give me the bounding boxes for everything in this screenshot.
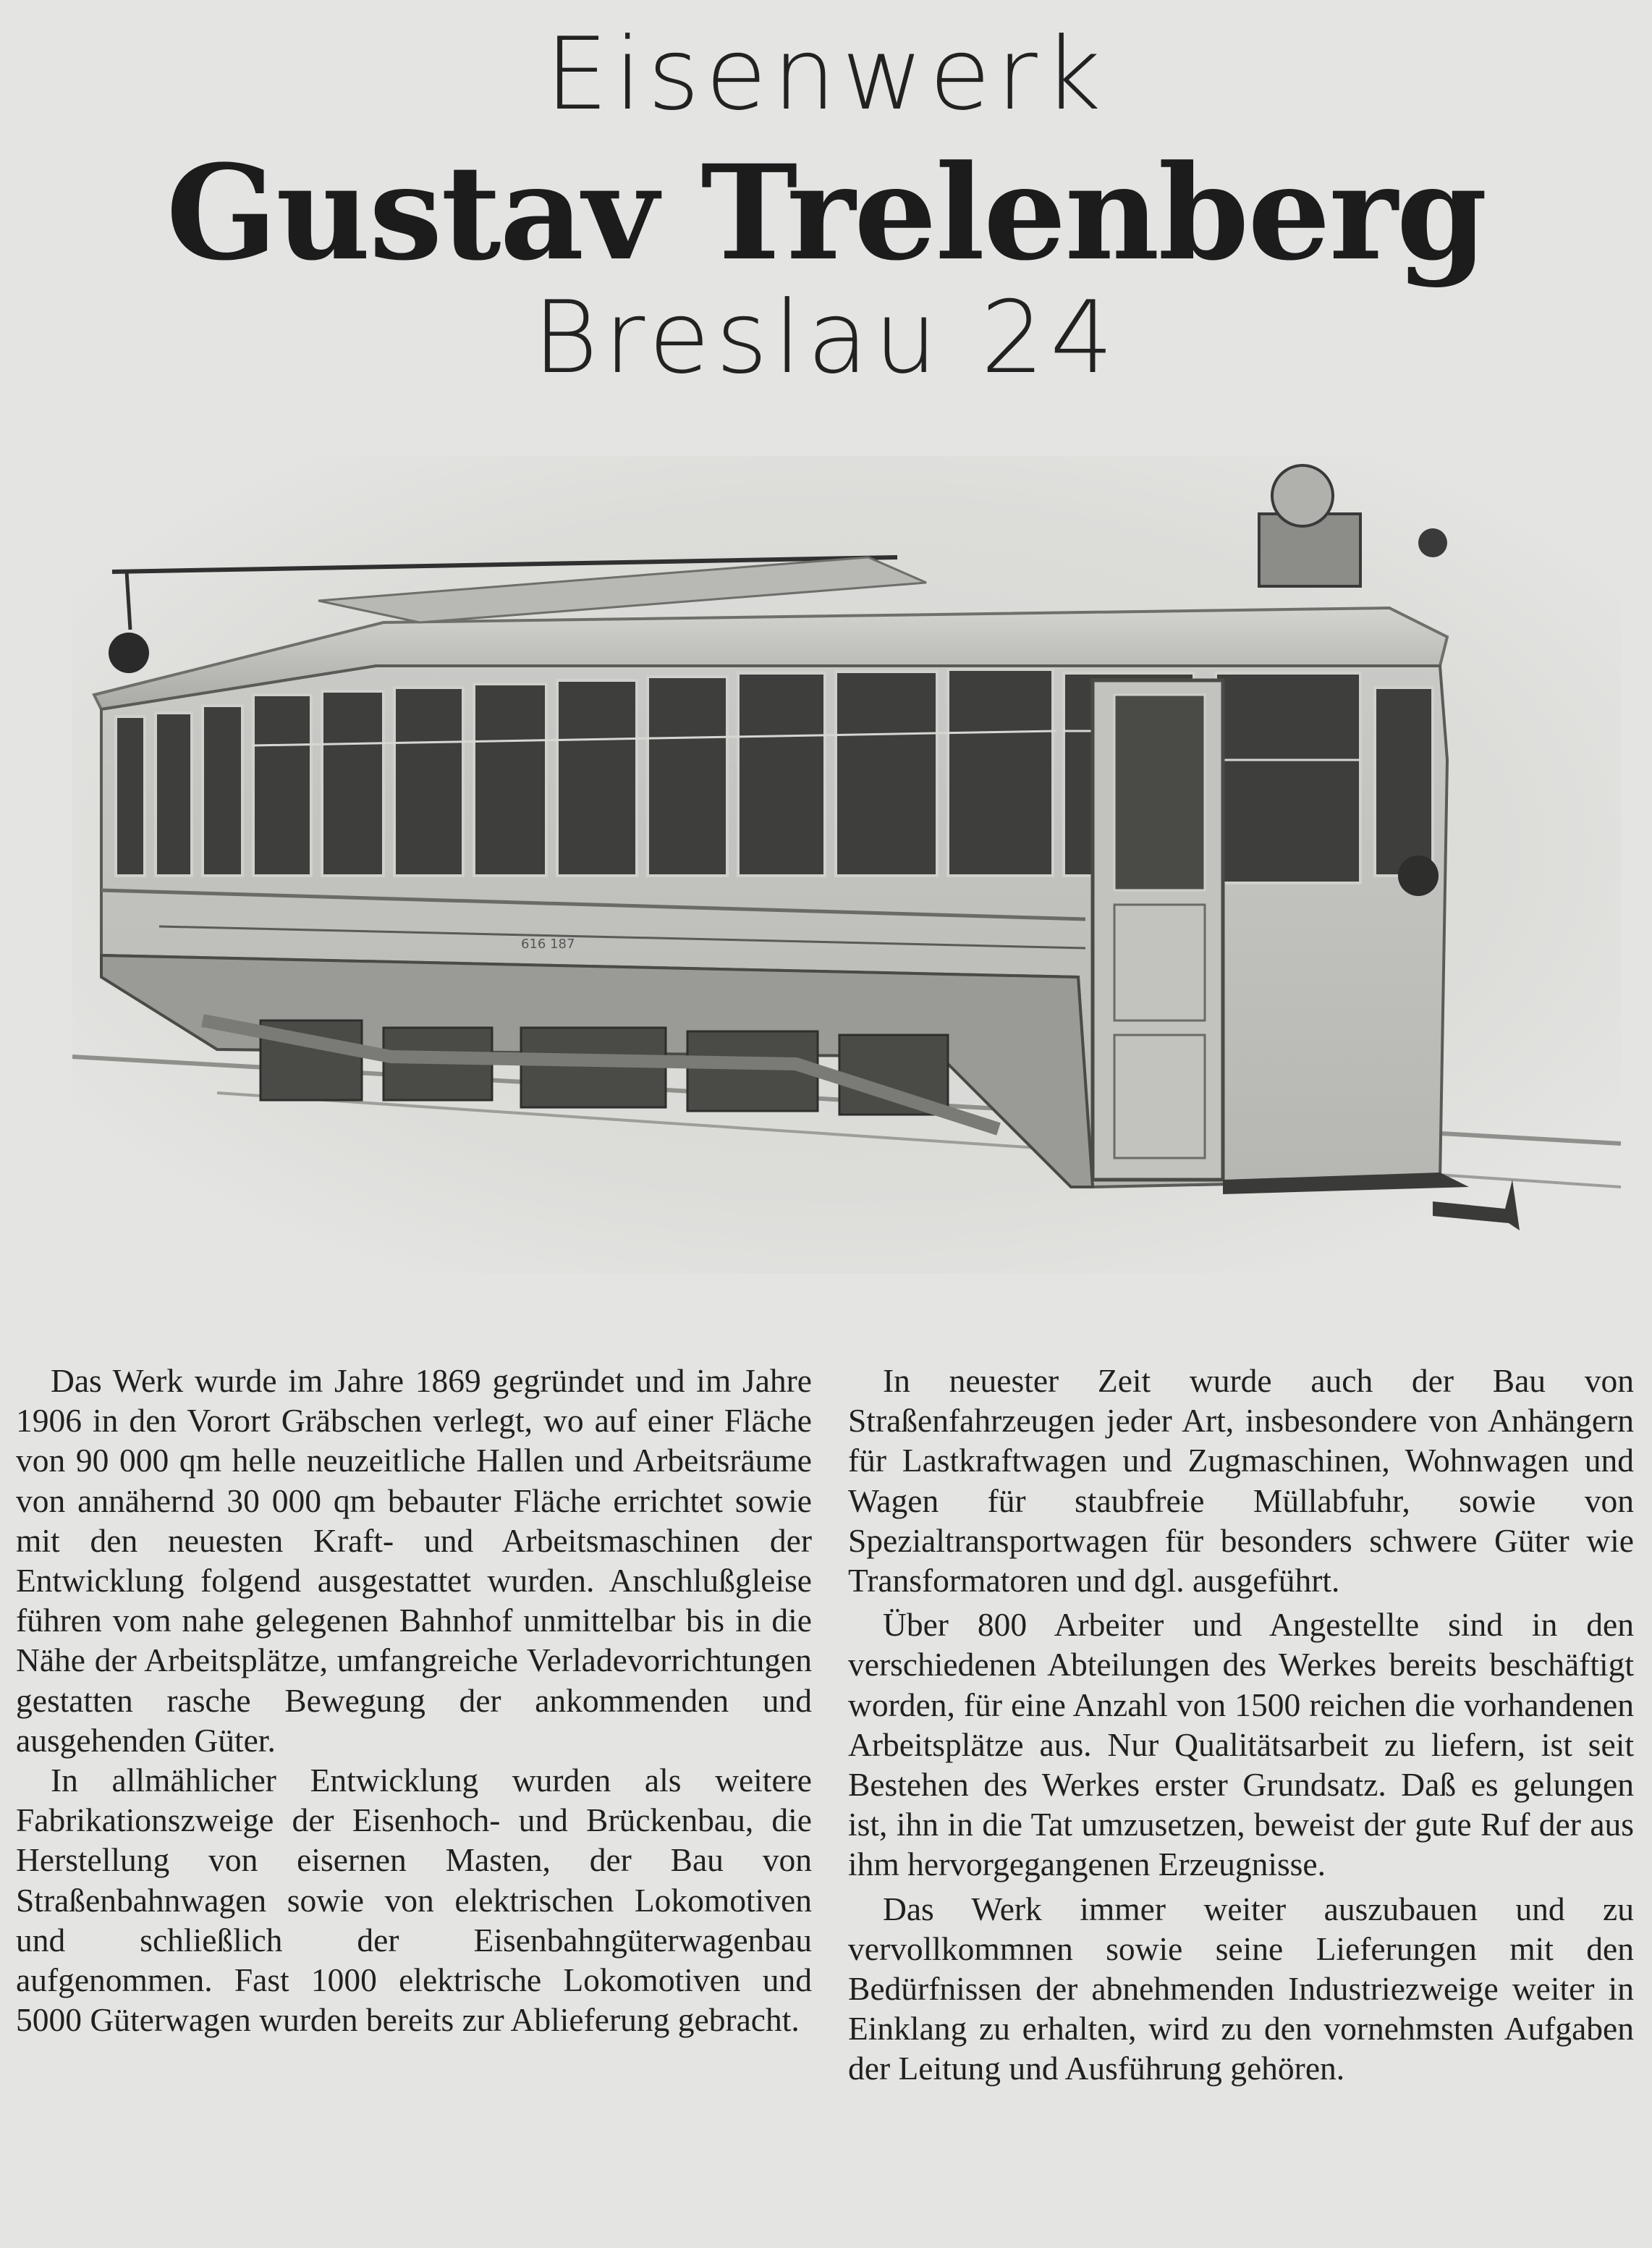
text-column-right [848, 1361, 1634, 2089]
paragraph: In allmählicher Entwicklung wurden als weitere Fabrikationszweige der Eisenhoch- und Brückenbau, die Herstellung von eisernen Masten, der Bau von Straßenbahnwagen sowie von elektrischen Lokomotiven und schließlich der Eisenbahngüterwagenbau aufgenommen. Fast 1000 elektrische Lokomotiven und 5000 Güterwagen wurden bereits zur Ablieferung gebracht. [16, 1762, 812, 2039]
car-number: 616 187 [521, 937, 575, 952]
paragraph: Das Werk immer weiter auszubauen und zu vervollkommnen sowie seine Lieferungen mit den Bedürfnissen der abnehmenden Industriezweige weiter in Einklang zu erhalten, wird zu den vornehmsten Aufgaben der Leitung und Ausführung gehören. [848, 1890, 1634, 2087]
text-column-left [16, 1361, 812, 2040]
tram-photo [72, 456, 1621, 1274]
header-company-name: Gustav Trelenberg [166, 137, 1486, 290]
paragraph: Das Werk wurde im Jahre 1869 gegründet und im Jahre 1906 in den Vorort Gräbschen verlegt, wo auf einer Fläche von 90 000 qm helle neuzeitliche Hallen und Arbeitsräume von annähernd 30 000 qm bebauter Fläche errichtet sowie mit den neuesten Kraft- und Arbeitsmaschinen der Entwicklung folgend ausgestattet wurden. Anschlußgleise führen vom nahe gelegenen Bahnhof unmittelbar bis in die Nähe der Arbeitsplätze, umfangreiche Verladevorrichtungen gestatten rasche Bewegung der ankommenden und ausgehenden Güter. [16, 1362, 812, 1759]
header-city: Breslau 24 [533, 279, 1119, 396]
header-eisenwerk: Eisenwerk [545, 16, 1107, 132]
paragraph: Über 800 Arbeiter und Angestellte sind in den verschiedenen Abteilungen des Werkes bereits beschäftigt worden, für eine Anzahl von 1500 reichen die vorhandenen Arbeitsplätze aus. Nur Qualitätsarbeit zu liefern, ist seit Bestehen des Werkes erster Grundsatz. Daß es gelungen ist, ihn in die Tat umzusetzen, beweist der gute Ruf der aus ihm hervorgegangenen Erzeugnisse. [848, 1606, 1634, 1883]
paragraph: In neuester Zeit wurde auch der Bau von Straßenfahrzeugen jeder Art, insbesondere von Anhängern für Lastkraftwagen und Zugmaschinen, Wohnwagen und Wagen für staubfreie Müllabfuhr, sowie von Spezialtransportwagen für besonders schwere Güter wie Transformatoren und dgl. ausgeführt. [848, 1362, 1634, 1600]
